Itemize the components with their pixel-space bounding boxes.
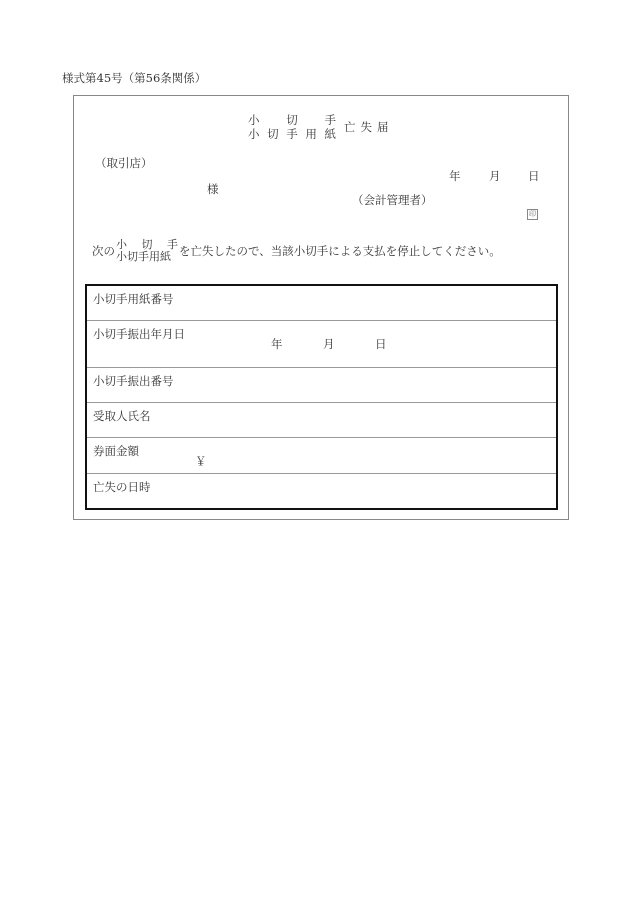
row-label: 小切手用紙番号: [93, 292, 174, 306]
date-day: 日: [528, 169, 540, 183]
details-table: [85, 284, 558, 510]
table-row-check-number: [87, 368, 556, 403]
statement-item-options: [116, 239, 178, 263]
statement-suffix: を亡失したので、当該小切手による支払を停止してください。: [179, 244, 501, 258]
title-char: 用: [305, 127, 317, 141]
table-row-payee-name: [87, 403, 556, 438]
issue-date-year: 年: [271, 337, 283, 351]
row-label: 券面金額: [93, 444, 139, 458]
yen-sign: ￥: [195, 454, 207, 468]
title-char: 手: [286, 127, 298, 141]
branch-label: （取引店）: [95, 156, 153, 170]
issue-date-month: 月: [323, 337, 335, 351]
statement-sentence: [92, 239, 501, 263]
title-char: 小: [248, 127, 260, 141]
seal-icon: 印: [529, 210, 536, 218]
date-month: 月: [489, 169, 501, 183]
title-char: 小: [248, 113, 260, 127]
title-char: 紙: [324, 127, 336, 141]
table-row-face-amount: [87, 438, 556, 474]
row-label: 受取人氏名: [93, 409, 151, 423]
table-row-paper-number: [87, 286, 556, 321]
title-tail: 亡失届: [344, 120, 394, 134]
row-label: 小切手振出番号: [93, 374, 174, 388]
form-number-label: 様式第45号（第56条関係）: [62, 71, 207, 85]
honorific-sama: 様: [207, 182, 219, 196]
statement-prefix: 次の: [92, 244, 115, 258]
title-char: 手: [324, 113, 336, 127]
statement-char: 手: [167, 238, 178, 251]
title-item-options: [248, 113, 336, 141]
title-char: 切: [286, 113, 298, 127]
statement-stack-bottom: 小切手用紙: [116, 250, 171, 263]
form-title: [248, 113, 394, 141]
statement-char: 小: [116, 238, 127, 251]
row-label: 亡失の日時: [93, 480, 151, 494]
statement-char: 切: [141, 238, 153, 251]
issue-date-day: 日: [375, 337, 387, 351]
table-row-loss-datetime: [87, 474, 556, 508]
accounting-manager-label: （会計管理者）: [352, 193, 433, 207]
date-year: 年: [449, 169, 461, 183]
title-char: 切: [267, 127, 279, 141]
table-row-issue-date: [87, 321, 556, 368]
row-label: 小切手振出年月日: [93, 327, 185, 341]
